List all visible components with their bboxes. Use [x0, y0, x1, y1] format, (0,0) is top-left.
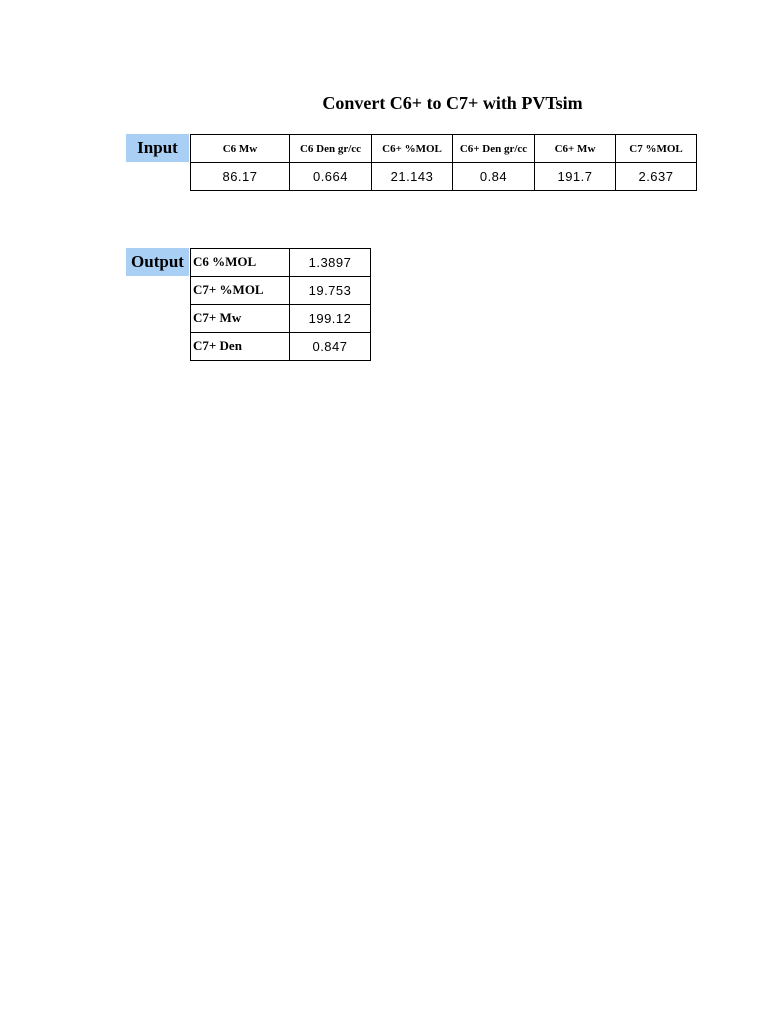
input-value-c6plus-mol[interactable]: 21.143: [372, 163, 453, 191]
input-value-c6plus-den[interactable]: 0.84: [453, 163, 535, 191]
output-name-c7plus-den: C7+ Den: [191, 333, 290, 361]
output-name-c7plus-mol: C7+ %MOL: [191, 277, 290, 305]
input-table: [190, 134, 697, 191]
input-label: Input: [126, 134, 189, 162]
input-header-c6plus-mw: C6+ Mw: [535, 135, 616, 163]
input-value-c6-mw[interactable]: 86.17: [191, 163, 290, 191]
input-header-c7-mol: C7 %MOL: [616, 135, 697, 163]
output-value-c7plus-den: 0.847: [290, 333, 371, 361]
input-value-c7-mol[interactable]: 2.637: [616, 163, 697, 191]
page-title: Convert C6+ to C7+ with PVTsim: [322, 93, 583, 113]
output-value-c7plus-mw: 199.12: [290, 305, 371, 333]
output-name-c6-mol: C6 %MOL: [191, 249, 290, 277]
output-name-c7plus-mw: C7+ Mw: [191, 305, 290, 333]
output-row: [191, 333, 371, 361]
output-row: [191, 305, 371, 333]
output-row: [191, 249, 371, 277]
output-value-c7plus-mol: 19.753: [290, 277, 371, 305]
input-header-row: [191, 135, 697, 163]
input-header-c6-den: C6 Den gr/cc: [290, 135, 372, 163]
input-value-row: [191, 163, 697, 191]
input-header-c6plus-den: C6+ Den gr/cc: [453, 135, 535, 163]
output-label: Output: [126, 248, 189, 276]
output-row: [191, 277, 371, 305]
input-value-c6plus-mw[interactable]: 191.7: [535, 163, 616, 191]
output-value-c6-mol: 1.3897: [290, 249, 371, 277]
input-value-c6-den[interactable]: 0.664: [290, 163, 372, 191]
input-header-c6plus-mol: C6+ %MOL: [372, 135, 453, 163]
output-table: [190, 248, 371, 361]
input-header-c6-mw: C6 Mw: [191, 135, 290, 163]
